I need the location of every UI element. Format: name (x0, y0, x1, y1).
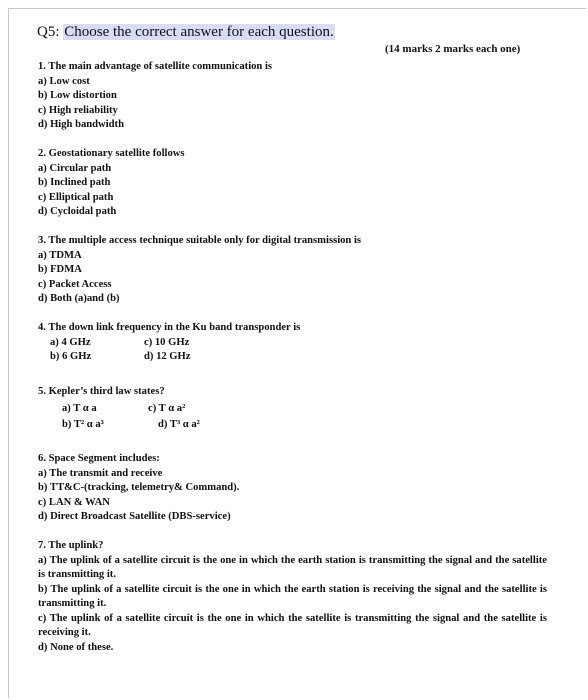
option-a: a) Low cost (38, 75, 90, 87)
option-c: c) T α a² (148, 402, 186, 414)
question-4 (38, 321, 300, 365)
option-a: a) The transmit and receive (38, 467, 163, 479)
question-1 (38, 60, 272, 133)
option-c: c) LAN & WAN (38, 496, 110, 508)
question-stem: 5. Kepler’s third law states? (38, 386, 165, 397)
option-c: c) 10 GHz (144, 336, 190, 348)
question-2 (38, 147, 185, 220)
options-row-2 (38, 418, 200, 434)
options-row-1 (38, 402, 186, 418)
option-d: d) Cycloidal path (38, 206, 117, 217)
option-c: c) High reliability (38, 104, 118, 116)
question-5 (38, 385, 200, 434)
option-b: b) 6 GHz (50, 351, 92, 362)
option-b: b) The uplink of a satellite circuit is the one in which the earth station is receiving the signal and the satellite is transmitting it. (38, 583, 547, 609)
question-stem: 4. The down link frequency in the Ku band transponder is (38, 322, 301, 333)
option-d: d) 12 GHz (144, 351, 191, 362)
option-b: b) Low distortion (38, 90, 117, 101)
options-row-1 (38, 336, 300, 351)
option-a: a) TDMA (38, 249, 82, 261)
question-7 (38, 539, 547, 655)
question-number: Q5: (37, 24, 60, 40)
option-b: b) TT&C-(tracking, telemetry& Command). (38, 482, 240, 493)
option-b: b) Inclined path (38, 177, 111, 188)
option-c: c) Packet Access (38, 278, 112, 290)
question-3 (38, 234, 361, 307)
option-d: d) Direct Broadcast Satellite (DBS-service) (38, 511, 231, 522)
option-a: a) The uplink of a satellite circuit is the one in which the earth station is transmitting the signal and the satellite is transmitting it. (38, 554, 547, 580)
marks-note: (14 marks 2 marks each one) (385, 43, 521, 55)
option-a: a) T α a (62, 402, 97, 414)
option-b: b) FDMA (38, 264, 82, 275)
instruction-text: Choose the correct answer for each question. (64, 24, 334, 40)
option-a: a) 4 GHz (50, 336, 91, 348)
option-b: b) T² α a³ (62, 418, 104, 430)
option-d: d) Both (a)and (b) (38, 293, 120, 304)
options-row-2 (38, 350, 300, 365)
question-6 (38, 452, 239, 525)
question-stem: 2. Geostationary satellite follows (38, 148, 185, 159)
question-stem: 3. The multiple access technique suitable only for digital transmission is (38, 235, 362, 246)
option-d: d) None of these. (38, 641, 114, 653)
option-c: c) Elliptical path (38, 191, 114, 203)
option-d: d) High bandwidth (38, 119, 124, 130)
option-a: a) Circular path (38, 162, 112, 174)
option-c: c) The uplink of a satellite circuit is the one in which the satellite is transmitting the signal and the satellite is receiving it. (38, 612, 547, 638)
question-stem: 6. Space Segment includes: (38, 453, 160, 464)
question-stem: 7. The uplink? (38, 540, 104, 551)
question-stem: 1. The main advantage of satellite communication is (38, 61, 273, 72)
option-d: d) T³ α a² (158, 418, 200, 430)
question-title (37, 24, 335, 41)
